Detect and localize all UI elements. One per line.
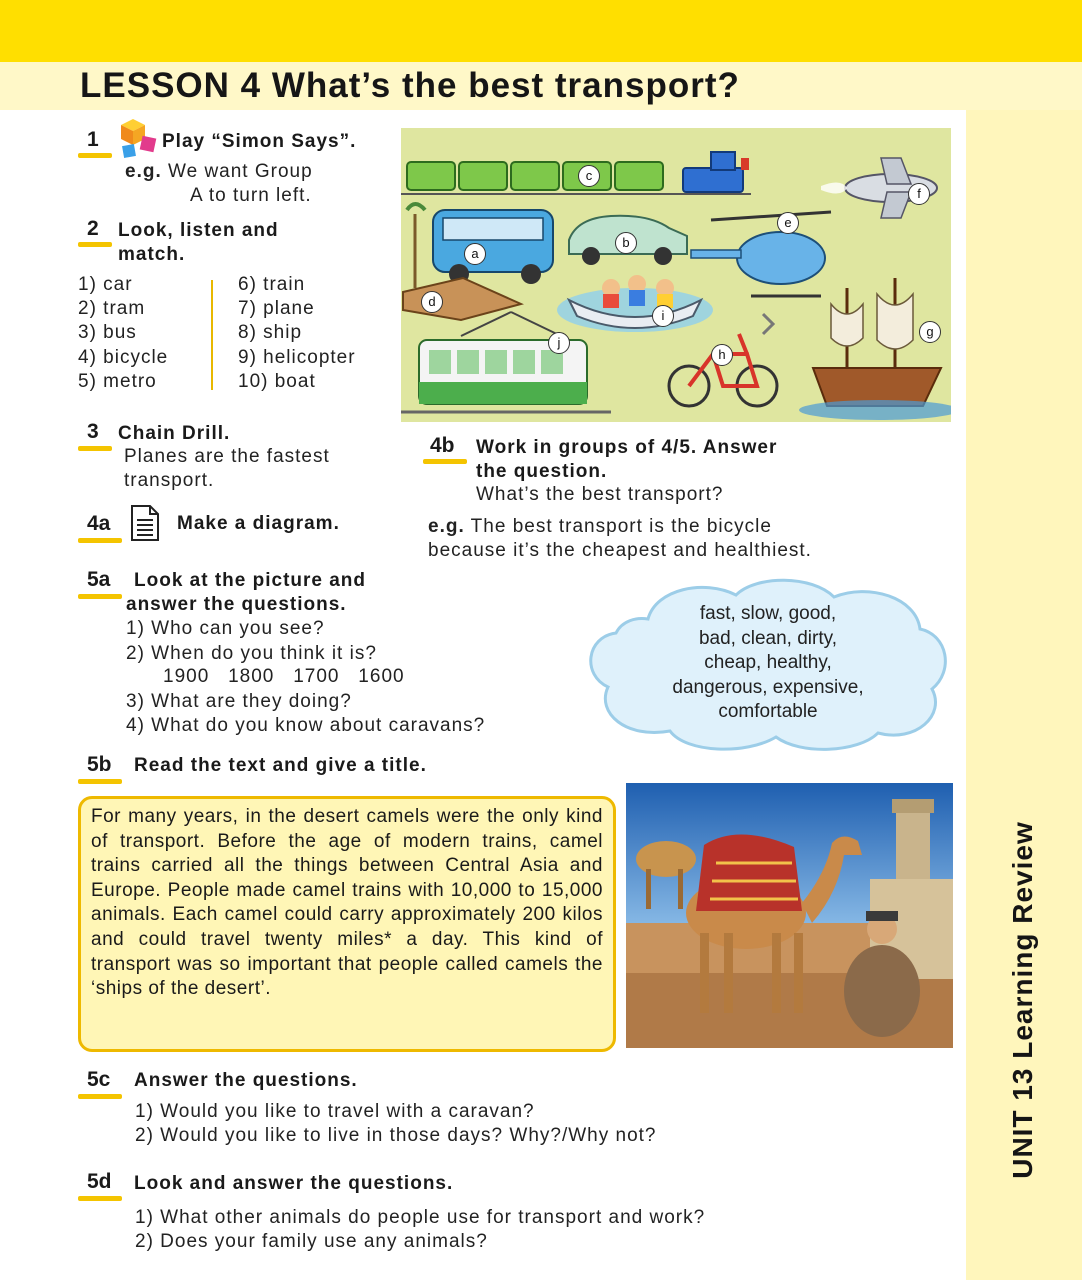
ex1-line1: [125, 161, 313, 183]
ex1-heading: Play “Simon Says”.: [162, 131, 357, 152]
ex1-line2: A to turn left.: [190, 185, 312, 206]
ex4b-heading-2: the question.: [476, 461, 608, 482]
match-left-4: 4) bicycle: [78, 347, 169, 368]
ex1-eg: e.g.: [125, 161, 162, 182]
ex5c-heading: Answer the questions.: [134, 1070, 358, 1091]
ex5a-q4: 4) What do you know about caravans?: [126, 715, 486, 736]
ex2-heading-1: Look, listen and: [118, 220, 279, 241]
transport-picture: [401, 128, 951, 422]
ex5a-years: 1900 1800 1700 1600: [163, 666, 405, 687]
ex4b-example-2: because it’s the cheapest and healthiest.: [428, 540, 812, 561]
ex5c-q2: 2) Would you like to live in those days? Why?/Why not?: [135, 1125, 657, 1146]
match-right-9: 9) helicopter: [238, 347, 356, 368]
match-left-2: 2) tram: [78, 298, 146, 319]
cloud-line-2: bad, clean, dirty,: [698, 627, 837, 649]
ex3-heading: Chain Drill.: [118, 423, 231, 444]
ex2-bar: [78, 242, 112, 247]
picture-label-g: g: [919, 321, 941, 343]
ex5c-bar: [78, 1094, 122, 1099]
ex5a-q2: 2) When do you think it is?: [126, 643, 377, 664]
reading-text: For many years, in the desert camels were the only kind of transport. Before the age of modern trains, camel trains carried all the things between Central Asia and Europe. People made camel trains with 10,000 to 15,000 animals. Each camel could carry approximately 200 kilos and could travel twenty miles* a day. This kind of transport was so important that people called camels the ‘ships of the desert’.: [91, 806, 603, 1000]
ex3-line2: transport.: [124, 470, 215, 491]
picture-label-j: j: [548, 332, 570, 354]
ex5d-heading: Look and answer the questions.: [134, 1173, 454, 1194]
blocks-icon: [115, 115, 161, 161]
ex4b-bar: [423, 459, 467, 464]
picture-label-c: c: [578, 165, 600, 187]
match-right-6: 6) train: [238, 274, 306, 295]
boat-illustration: [557, 275, 713, 332]
ex4b-heading-1: Work in groups of 4/5. Answer: [476, 437, 778, 458]
ex1-number: 1: [87, 128, 99, 151]
helicopter-illustration: [691, 212, 831, 334]
ex4b-example-1: [428, 516, 772, 538]
page-title: LESSON 4 What’s the best transport?: [80, 66, 740, 105]
unit-label: UNIT 13 Learning Review: [1007, 821, 1038, 1179]
match-right-8: 8) ship: [238, 322, 303, 343]
ex5d-bar: [78, 1196, 122, 1201]
document-icon: [129, 503, 161, 543]
match-right-10: 10) boat: [238, 371, 316, 392]
match-left-1: 1) car: [78, 274, 133, 295]
cloud-line-4: dangerous, expensive,: [672, 676, 864, 698]
match-divider: [211, 280, 213, 390]
match-left-5: 5) metro: [78, 371, 157, 392]
ship-illustration: [799, 278, 951, 420]
ex5c-number: 5c: [87, 1068, 111, 1091]
ex3-number: 3: [87, 420, 99, 443]
cloud-line-5: comfortable: [718, 701, 818, 722]
picture-label-h: h: [711, 344, 733, 366]
ex5d-q2: 2) Does your family use any animals?: [135, 1231, 488, 1252]
ex5b-heading: Read the text and give a title.: [134, 755, 427, 776]
ex5d-q1: 1) What other animals do people use for transport and work?: [135, 1207, 706, 1228]
ex4a-heading: Make a diagram.: [177, 513, 340, 534]
picture-label-d: d: [421, 291, 443, 313]
ex5b-number: 5b: [87, 753, 112, 776]
ex2-heading-2: match.: [118, 244, 186, 265]
bus-illustration: [433, 210, 553, 284]
ex5b-bar: [78, 779, 122, 784]
reading-text-box: [78, 796, 616, 1052]
ex3-bar: [78, 446, 112, 451]
ex4a-bar: [78, 538, 122, 543]
match-left-3: 3) bus: [78, 322, 137, 343]
ex4b-number: 4b: [430, 434, 455, 457]
ex1-bar: [78, 153, 112, 158]
ex5d-number: 5d: [87, 1170, 112, 1193]
ex5a-q3: 3) What are they doing?: [126, 691, 352, 712]
ex4b-question: What’s the best transport?: [476, 484, 724, 505]
picture-label-b: b: [615, 232, 637, 254]
picture-label-e: e: [777, 212, 799, 234]
ex3-line1: Planes are the fastest: [124, 446, 330, 467]
ex4b-example-1-text: The best transport is the bicycle: [470, 516, 772, 537]
picture-label-i: i: [652, 305, 674, 327]
header-band: [0, 0, 1082, 62]
tram-illustration: [401, 312, 611, 412]
camel-photo: [626, 783, 953, 1048]
ex5c-q1: 1) Would you like to travel with a caravan?: [135, 1101, 535, 1122]
ex5a-bar: [78, 594, 122, 599]
cloud-line-1: fast, slow, good,: [699, 603, 837, 624]
train-illustration: [401, 152, 751, 194]
ex4a-number: 4a: [87, 512, 111, 535]
ex1-line1-text: We want Group: [168, 161, 313, 182]
ex5a-heading-2: answer the questions.: [126, 594, 347, 615]
match-right-7: 7) plane: [238, 298, 315, 319]
word-cloud: [628, 602, 908, 725]
ex5a-q1: 1) Who can you see?: [126, 618, 325, 639]
picture-label-f: f: [908, 183, 930, 205]
picture-label-a: a: [464, 243, 486, 265]
ex4b-eg: e.g.: [428, 516, 465, 537]
ex2-number: 2: [87, 217, 99, 240]
ex5a-heading-1: Look at the picture and: [134, 570, 367, 591]
cloud-line-3: cheap, healthy,: [704, 652, 832, 673]
ex5a-number: 5a: [87, 568, 111, 591]
